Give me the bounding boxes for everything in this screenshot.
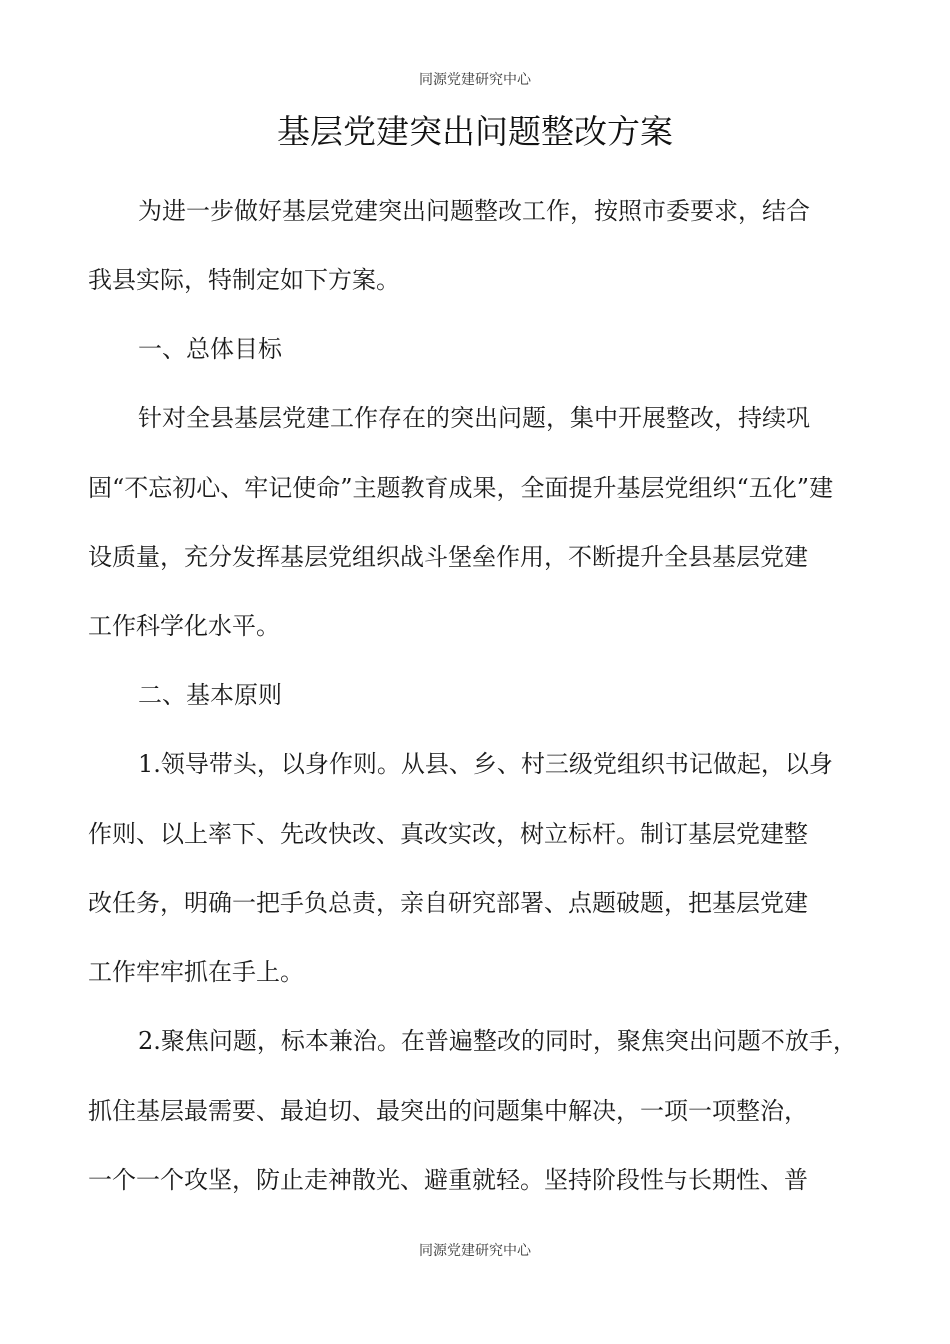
intro-line-2: 我县实际，特制定如下方案。 bbox=[88, 266, 400, 294]
principle-2-line-3: 一个一个攻坚，防止走神散光、避重就轻。坚持阶段性与长期性、普 bbox=[88, 1166, 808, 1194]
intro-line-1: 为进一步做好基层党建突出问题整改工作，按照市委要求，结合 bbox=[138, 197, 810, 225]
principle-2-line-2: 抓住基层最需要、最迫切、最突出的问题集中解决，一项一项整治， bbox=[88, 1097, 808, 1125]
goal-line-4: 工作科学化水平。 bbox=[88, 612, 280, 640]
principle-1-line-3: 改任务，明确一把手负总责，亲自研究部署、点题破题，把基层党建 bbox=[88, 889, 808, 917]
goal-line-2: 固“不忘初心、牢记使命”主题教育成果，全面提升基层党组织“五化”建 bbox=[88, 474, 834, 502]
running-header: 同源党建研究中心 bbox=[419, 72, 531, 88]
document-title: 基层党建突出问题整改方案 bbox=[277, 112, 673, 151]
section-heading-2: 二、基本原则 bbox=[138, 681, 282, 709]
principle-1-line-4: 工作牢牢抓在手上。 bbox=[88, 958, 304, 986]
principle-1-line-2: 作则、以上率下、先改快改、真改实改，树立标杆。制订基层党建整 bbox=[88, 820, 808, 848]
principle-2-line-1: 2.聚焦问题，标本兼治。在普遍整改的同时，聚焦突出问题不放手， bbox=[138, 1027, 857, 1055]
goal-line-1: 针对全县基层党建工作存在的突出问题，集中开展整改，持续巩 bbox=[138, 404, 810, 432]
section-heading-1: 一、总体目标 bbox=[138, 335, 282, 363]
principle-1-line-1: 1.领导带头，以身作则。从县、乡、村三级党组织书记做起，以身 bbox=[138, 750, 833, 778]
goal-line-3: 设质量，充分发挥基层党组织战斗堡垒作用，不断提升全县基层党建 bbox=[88, 543, 808, 571]
running-footer: 同源党建研究中心 bbox=[419, 1243, 531, 1259]
